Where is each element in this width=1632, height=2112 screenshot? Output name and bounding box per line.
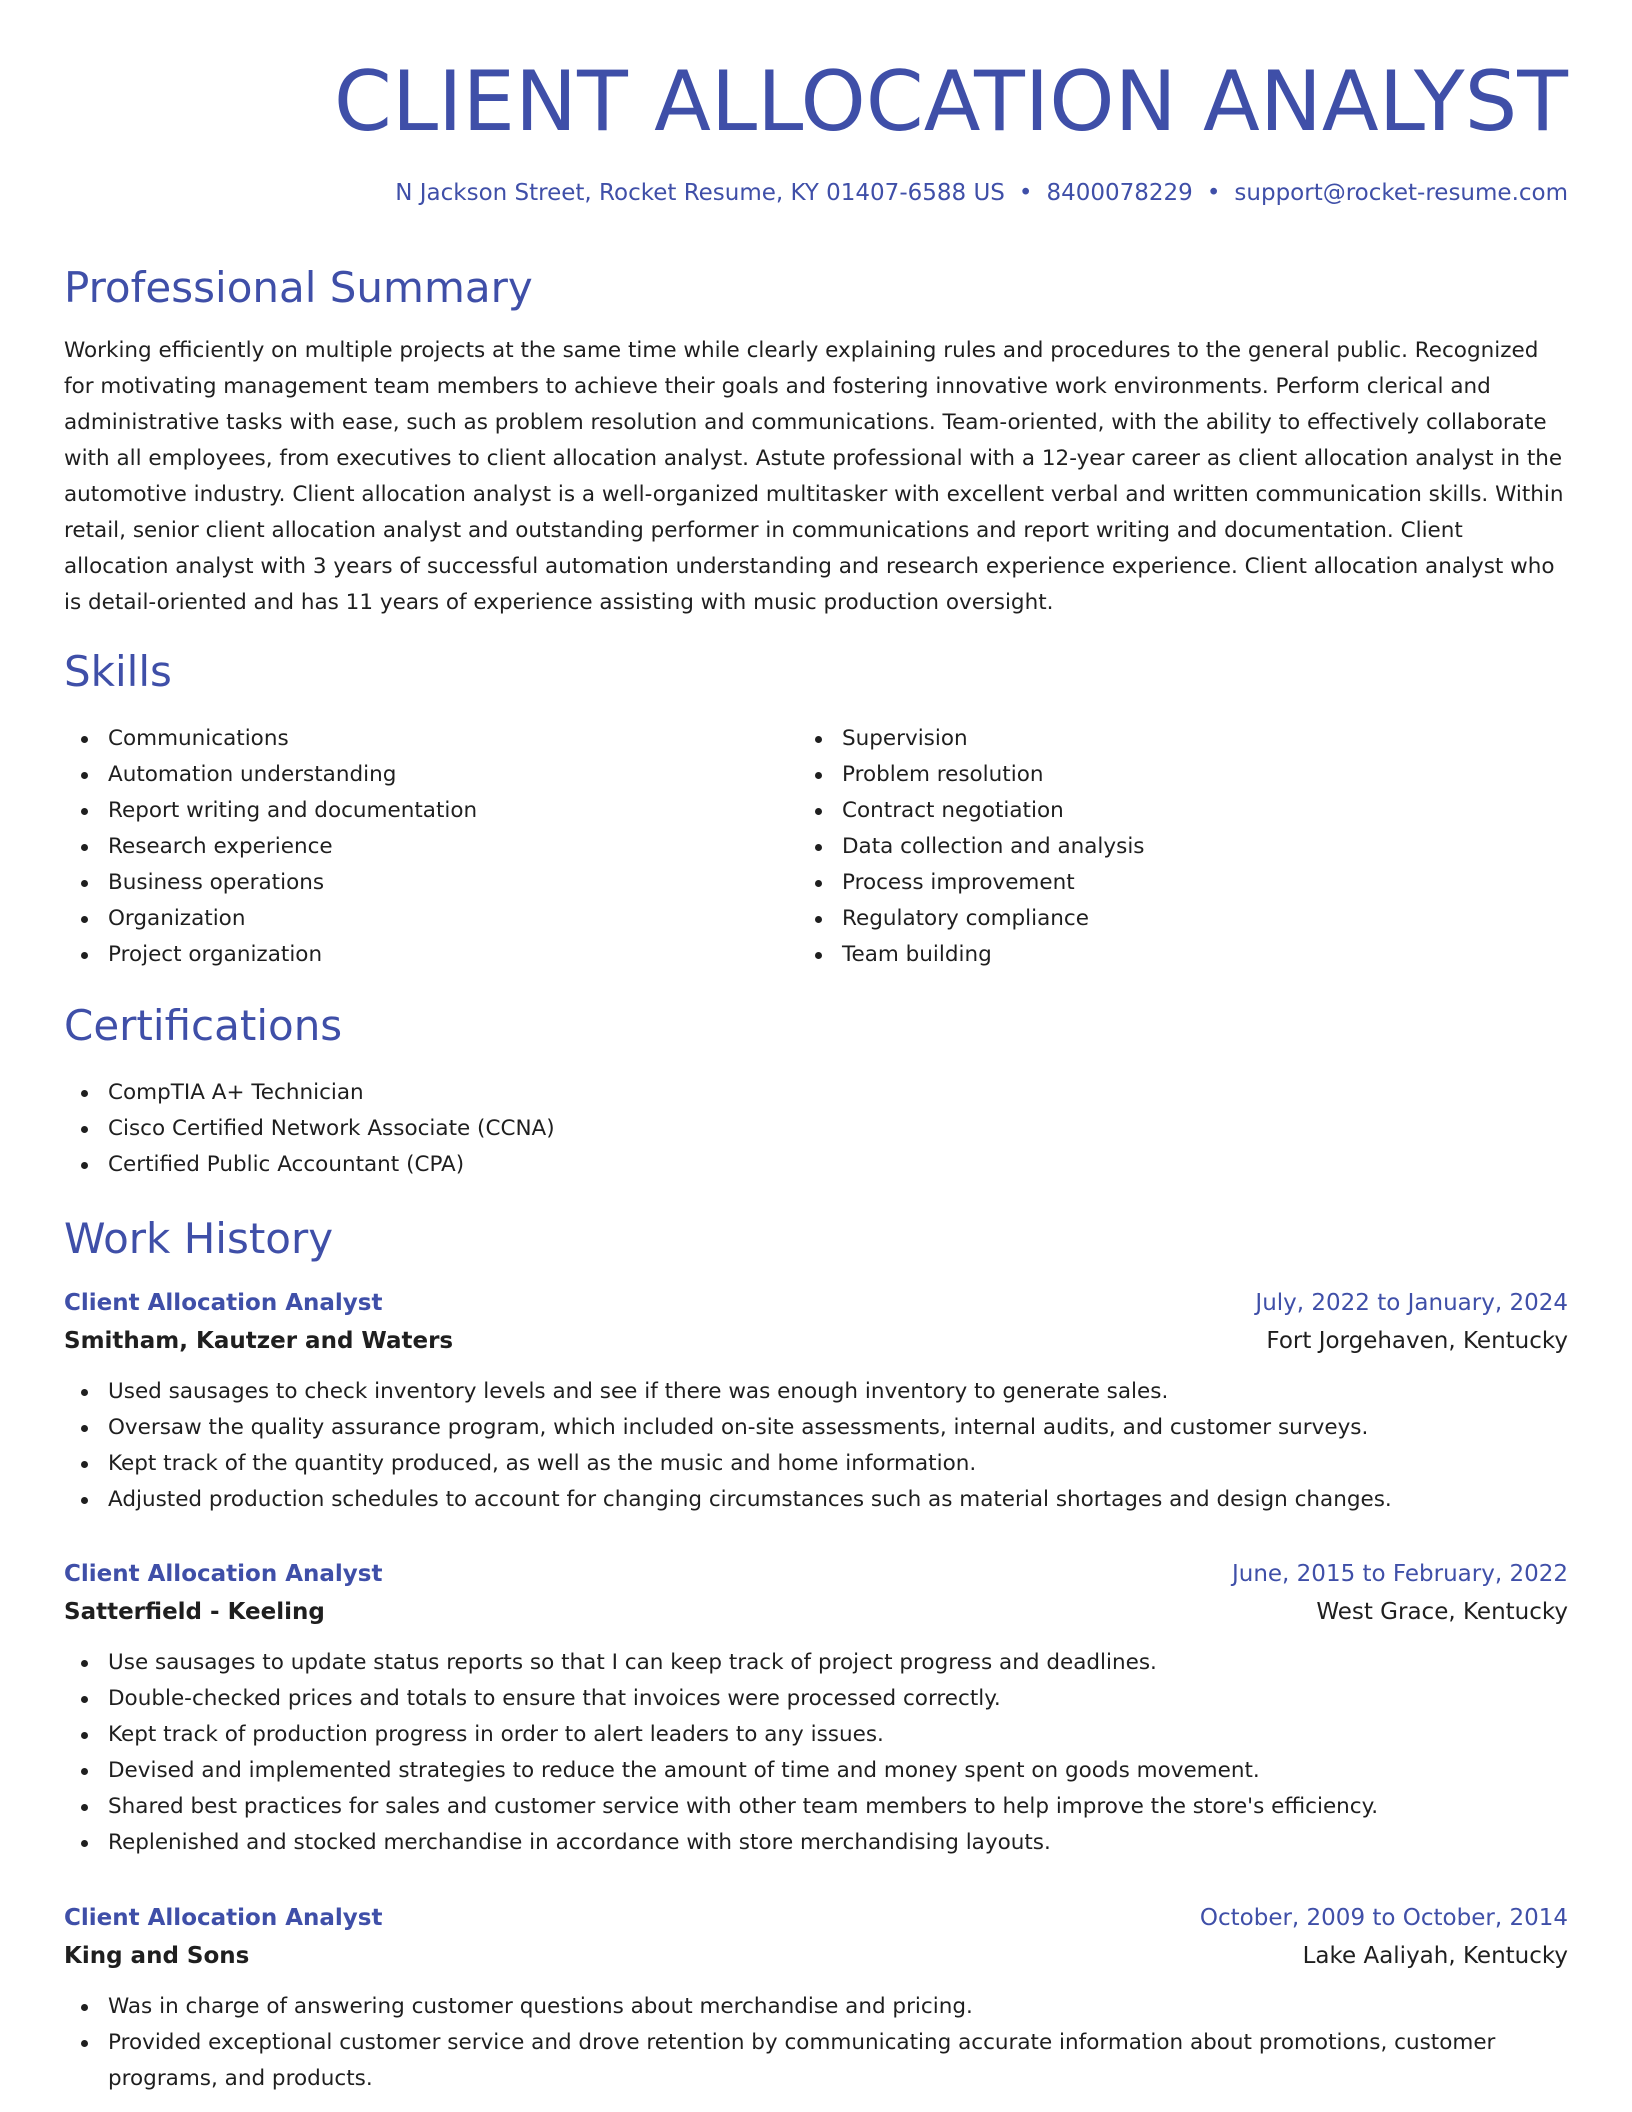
job-title-row xyxy=(64,1555,1568,1593)
job-entry xyxy=(64,1555,1568,1861)
skill-item: Regulatory compliance xyxy=(798,901,1145,937)
job-bullet: Kept track of production progress in order to alert leaders to any issues. xyxy=(64,1717,1568,1753)
job-bullets xyxy=(64,1645,1568,1861)
certifications-heading: Certifications xyxy=(64,1001,343,1050)
job-bullets xyxy=(64,1374,1568,1518)
job-bullet: Devised and implemented strategies to reduce the amount of time and money spent on goods movement. xyxy=(64,1753,1568,1789)
certifications-list xyxy=(64,1075,555,1183)
job-bullet: Shared best practices for sales and customer service with other team members to help improve the store's efficiency. xyxy=(64,1789,1568,1825)
job-company-row xyxy=(64,1593,1568,1631)
job-bullet: Oversaw the quality assurance program, which included on-site assessments, internal audits, and customer surveys. xyxy=(64,1410,1568,1446)
contact-email[interactable]: support@rocket-resume.com xyxy=(1234,180,1568,206)
skills-heading: Skills xyxy=(64,647,172,696)
contact-phone: 8400078229 xyxy=(1046,180,1193,206)
skill-item: Report writing and documentation xyxy=(64,793,477,829)
certification-item: Certified Public Accountant (CPA) xyxy=(64,1147,555,1183)
job-bullet: Kept track of the quantity produced, as well as the music and home information. xyxy=(64,1446,1568,1482)
job-location: West Grace, Kentucky xyxy=(1316,1599,1568,1625)
job-company-row xyxy=(64,1937,1568,1975)
skill-item: Project organization xyxy=(64,937,477,973)
job-title-row xyxy=(64,1284,1568,1322)
certification-item: Cisco Certified Network Associate (CCNA) xyxy=(64,1111,555,1147)
contact-address: N Jackson Street, Rocket Resume, KY 01407-6588 US xyxy=(395,180,1005,206)
skill-item: Problem resolution xyxy=(798,757,1145,793)
resume-page xyxy=(64,0,1568,2091)
job-bullet: Used sausages to check inventory levels and see if there was enough inventory to generate sales. xyxy=(64,1374,1568,1410)
skill-item: Contract negotiation xyxy=(798,793,1145,829)
contact-separator: • xyxy=(1018,180,1033,206)
job-location: Lake Aaliyah, Kentucky xyxy=(1302,1943,1568,1969)
skill-item: Process improvement xyxy=(798,865,1145,901)
skill-item: Supervision xyxy=(798,721,1145,757)
summary-heading: Professional Summary xyxy=(64,263,533,312)
contact-line xyxy=(395,178,1568,208)
contact-separator: • xyxy=(1206,180,1221,206)
job-entry xyxy=(64,1899,1568,2097)
job-company-row xyxy=(64,1322,1568,1360)
job-title: Client Allocation Analyst xyxy=(64,1561,383,1587)
job-bullet: Double-checked prices and totals to ensure that invoices were processed correctly. xyxy=(64,1681,1568,1717)
skill-item: Automation understanding xyxy=(64,757,477,793)
summary-text: Working efficiently on multiple projects at the same time while clearly explaining rules and procedures to the general public. Recognized for motivating management team members to achieve their goals and fostering innovative work environments. Perform clerical and administrative tasks with ease, such as problem resolution and communications. Team-oriented, with the ability to effectively collaborate with all employees, from executives to client allocation analyst. Astute professional with a 12-year career as client allocation analyst in the automotive industry. Client allocation analyst is a well-organized multitasker with excellent verbal and written communication skills. Within retail, senior client allocation analyst and outstanding performer in communications and report writing and documentation. Client allocation analyst with 3 years of successful automation understanding and research experience experience. Client allocation analyst who is detail-oriented and has 11 years of experience assisting with music production oversight. xyxy=(64,338,1564,615)
job-bullets xyxy=(64,1989,1568,2097)
job-company: King and Sons xyxy=(64,1943,250,1969)
skill-item: Data collection and analysis xyxy=(798,829,1145,865)
job-bullet: Adjusted production schedules to account for changing circumstances such as material shortages and design changes. xyxy=(64,1482,1568,1518)
certification-item: CompTIA A+ Technician xyxy=(64,1075,555,1111)
skills-list-left xyxy=(64,721,477,973)
job-bullet: Was in charge of answering customer questions about merchandise and pricing. xyxy=(64,1989,1568,2025)
skill-item: Research experience xyxy=(64,829,477,865)
job-title: Client Allocation Analyst xyxy=(64,1905,383,1931)
job-entry xyxy=(64,1284,1568,1518)
skill-item: Team building xyxy=(798,937,1145,973)
job-dates: June, 2015 to February, 2022 xyxy=(1231,1561,1568,1587)
job-company: Smitham, Kautzer and Waters xyxy=(64,1328,454,1354)
skill-item: Organization xyxy=(64,901,477,937)
skill-item: Business operations xyxy=(64,865,477,901)
job-bullet: Provided exceptional customer service and drove retention by communicating accurate information about promotions, customer programs, and products. xyxy=(64,2025,1568,2097)
job-bullet: Use sausages to update status reports so that I can keep track of project progress and deadlines. xyxy=(64,1645,1568,1681)
job-title: Client Allocation Analyst xyxy=(64,1290,383,1316)
job-location: Fort Jorgehaven, Kentucky xyxy=(1266,1328,1568,1354)
job-title-row xyxy=(64,1899,1568,1937)
resume-title: CLIENT ALLOCATION ANALYST xyxy=(333,53,1568,150)
skills-list-right xyxy=(798,721,1145,973)
work-history-heading: Work History xyxy=(64,1214,334,1263)
job-bullet: Replenished and stocked merchandise in accordance with store merchandising layouts. xyxy=(64,1825,1568,1861)
job-dates: October, 2009 to October, 2014 xyxy=(1199,1905,1568,1931)
skill-item: Communications xyxy=(64,721,477,757)
job-company: Satterfield - Keeling xyxy=(64,1599,325,1625)
job-dates: July, 2022 to January, 2024 xyxy=(1255,1290,1568,1316)
